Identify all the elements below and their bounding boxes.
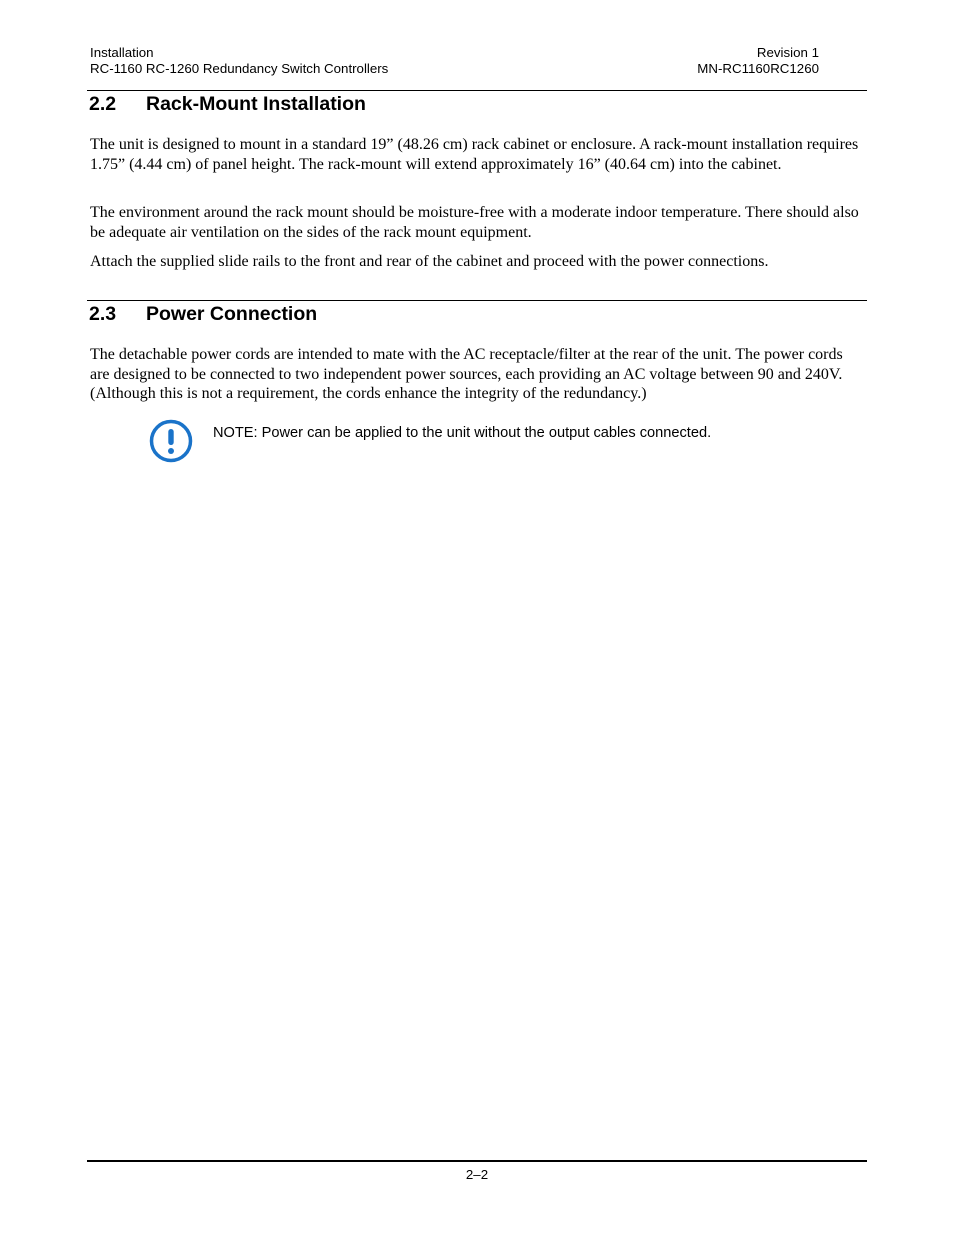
section-title: Rack-Mount Installation: [146, 93, 366, 115]
section-rule: [87, 300, 867, 301]
paragraph: The unit is designed to mount in a standard 19” (48.26 cm) rack cabinet or enclosure. A rack-mount installation requires 1.75” (4.44 cm) of panel height. The rack-mount will extend approximately 16” (40.64 cm) into the cabinet.: [90, 136, 859, 173]
section-heading-power-connection: [89, 302, 317, 326]
header-chapter: Installation: [90, 45, 154, 60]
note-text: NOTE: Power can be applied to the unit without the output cables connected.: [213, 425, 712, 441]
paragraph: Attach the supplied slide rails to the front and rear of the cabinet and proceed with the power connections.: [90, 253, 769, 270]
section-heading-rack-mount: [89, 92, 366, 116]
section-number: 2.3: [89, 303, 117, 325]
header-revision: Revision 1: [756, 45, 819, 60]
header-product: RC-1160 RC-1260 Redundancy Switch Controllers: [90, 61, 389, 76]
paragraph: The environment around the rack mount should be moisture-free with a moderate indoor temperature. There should also be adequate air ventilation on the sides of the rack mount equipment.: [90, 204, 859, 241]
page-number: 2–2: [465, 1167, 489, 1182]
footer-rule: [87, 1160, 867, 1162]
exclamation-circle-icon: [149, 419, 193, 463]
paragraph: The detachable power cords are intended to mate with the AC receptacle/filter at the rear of the unit. The power cords are designed to be connected to two independent power sources, each providing an AC voltage between 90 and 240V. (Although this is not a requirement, the cords enhance the integrity of the redundancy.): [90, 346, 843, 403]
section-number: 2.2: [89, 93, 117, 115]
header-rule: [87, 90, 867, 91]
section-title: Power Connection: [146, 303, 318, 325]
header-doc-number: MN-RC1160RC1260: [697, 61, 819, 76]
